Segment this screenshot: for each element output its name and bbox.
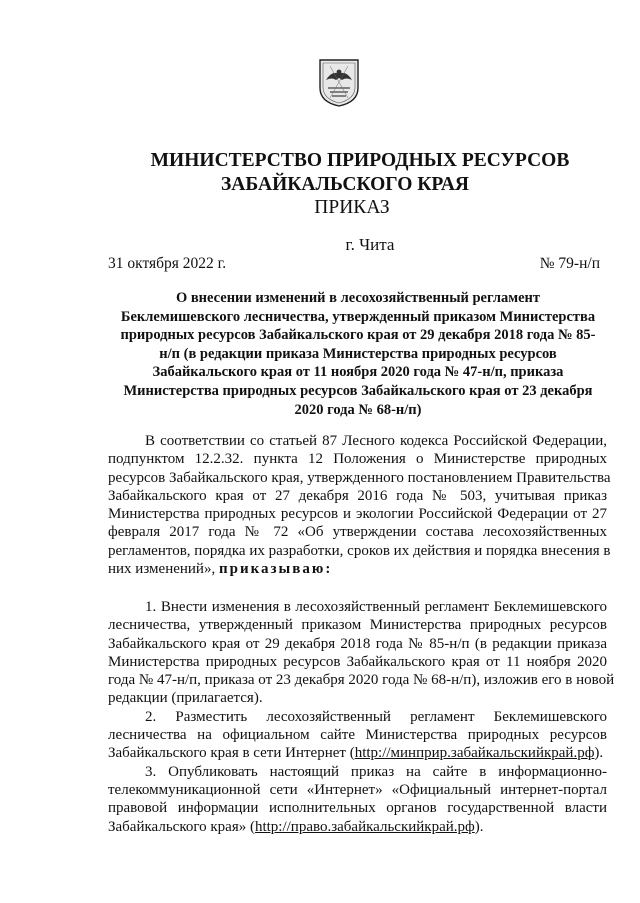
paragraph-line [108,560,607,578]
paragraph-line: февраля 2017 года № 72 «Об утверждении состава лесохозяйственных [108,524,607,541]
preamble-end: них изменений», [108,561,216,578]
item-1-line: года № 47-н/п, приказа от 23 декабря 2020 года № 68-н/п), изложив его в новой [108,672,615,689]
item-1-line: Министерства природных ресурсов Забайкальского края от 11 ноября 2020 [108,653,607,670]
paragraph-line: подпунктом 12.2.32. пункта 12 Положения о Министерстве природных [108,451,607,468]
item-1-line: редакции (прилагается). [108,690,263,707]
item-3-line: 3. Опубликовать настоящий приказ на сайте в информационно- [145,763,607,780]
title-line: Беклемишевского лесничества, утвержденный приказом Министерства [120,308,596,325]
paragraph-line: ресурсов Забайкальского края, утвержденного постановлением Правительства [108,469,611,486]
legal-portal-link[interactable]: http://право.забайкальскийкрай.рф [254,818,475,835]
title-line: 2020 года № 68-н/п) [294,401,422,418]
title-line: О внесении изменений в лесохозяйственный регламент [175,290,541,306]
item-2-text: Забайкальского края в сети Интернет ( [108,745,355,762]
order-items [108,598,615,836]
item-2-text-end: ). [594,745,604,762]
item-3-line: телекоммуникационной сети «Интернет» «Официальный интернет-портал [108,781,607,798]
item-3-line [108,818,607,836]
document-title [108,289,608,419]
ministry-name-line2: ЗАБАЙКАЛЬСКОГО КРАЯ [220,174,469,195]
document-date: 31 октября 2022 г. [108,255,227,272]
item-2-line [108,744,607,762]
item-3-line: правовой информации исполнительных органов государственной власти [108,800,607,817]
coat-of-arms-icon [318,58,360,108]
item-2-line: 2. Разместить лесохозяйственный регламент Беклемишевского [145,708,607,725]
order-word: приказываю: [218,561,333,578]
title-line: Министерства природных ресурсов Забайкальского края от 23 декабря [123,382,593,399]
document-type: ПРИКАЗ [314,197,390,218]
item-1-line: 1. Внести изменения в лесохозяйственный регламент Беклемишевского [145,599,607,615]
coat-of-arms-graphic [318,58,360,108]
ministry-website-link[interactable]: http://минприр.забайкальскийкрай.рф [354,745,595,762]
title-line: Забайкальского края от 11 ноября 2020 года № 47-н/п, приказа [152,364,564,381]
item-1-line: Забайкальского края от 29 декабря 2018 года № 85-н/п (в редакции приказа [108,635,607,652]
paragraph-line: Забайкальского края от 27 декабря 2016 года № 503, учитывая приказ [108,487,607,504]
paragraph-line: Министерства природных ресурсов и экологии Российской Федерации от 27 [108,506,607,523]
city: г. Чита [345,235,395,254]
title-line: н/п (в редакции приказа Министерства природных ресурсов [159,345,557,362]
preamble-paragraph [108,432,611,578]
ministry-name-line1: МИНИСТЕРСТВО ПРИРОДНЫХ РЕСУРСОВ [150,150,570,171]
item-3-text-end: ). [474,818,484,835]
item-2-line: лесничества на официальном сайте Министерства природных ресурсов [108,727,607,744]
document-number: № 79-н/п [539,255,600,272]
item-1-line: лесничества, утвержденный приказом Министерства природных ресурсов [108,617,607,634]
item-3-text: Забайкальского края» ( [108,818,255,835]
paragraph-line: В соответствии со статьей 87 Лесного кодекса Российской Федерации, [145,433,607,449]
title-line: природных ресурсов Забайкальского края от 29 декабря 2018 года № 85- [120,327,596,344]
paragraph-line: регламентов, порядка их разработки, сроков их действия и порядка внесения в [108,542,611,559]
